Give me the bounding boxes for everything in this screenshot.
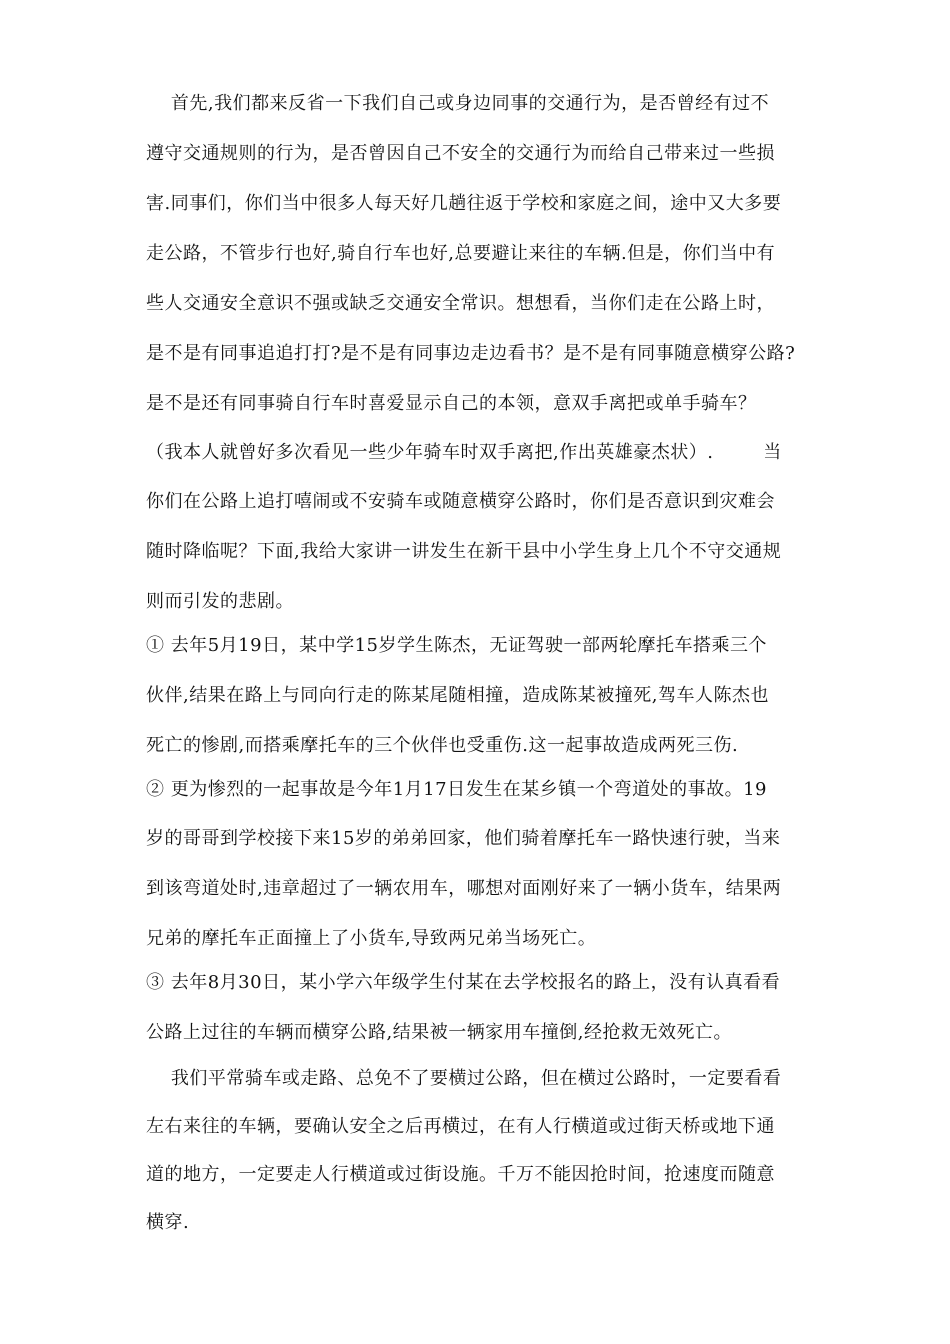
text-line: 横穿. xyxy=(146,1212,190,1233)
text-line: 是不是还有同事骑自行车时喜爱显示自己的本领，意双手离把或单手骑车？ xyxy=(146,393,757,414)
text-line: 公路上过往的车辆而横穿公路,结果被一辆家用车撞倒,经抢救无效死亡。 xyxy=(146,1022,732,1043)
text-line: ③ 去年8月30日，某小学六年级学生付某在去学校报名的路上，没有认真看看 xyxy=(146,972,781,993)
text-line: ① 去年5月19日，某中学15岁学生陈杰，无证驾驶一部两轮摩托车搭乘三个 xyxy=(146,635,767,656)
text-line: 走公路，不管步行也好,骑自行车也好,总要避让来往的车辆.但是，你们当中有 xyxy=(146,243,776,264)
text-line: 则而引发的悲剧。 xyxy=(146,591,294,612)
text-line: 首先,我们都来反省一下我们自己或身边同事的交通行为，是否曾经有过不 xyxy=(146,93,770,114)
text-line: 你们在公路上追打嘻闹或不安骑车或随意横穿公路时，你们是否意识到灾难会 xyxy=(146,491,775,512)
text-line: （我本人就曾好多次看见一些少年骑车时双手离把,作出英雄豪杰状）. 当 xyxy=(146,442,782,463)
text-line: 是不是有同事追追打打?是不是有同事边走边看书？是不是有同事随意横穿公路? xyxy=(146,343,796,364)
text-line: 岁的哥哥到学校接下来15岁的弟弟回家，他们骑着摩托车一路快速行驶，当来 xyxy=(146,828,781,849)
text-line: 到该弯道处时,违章超过了一辆农用车，哪想对面刚好来了一辆小货车，结果两 xyxy=(146,878,782,899)
text-line: 些人交通安全意识不强或缺乏交通安全常识。想想看，当你们走在公路上时， xyxy=(146,293,775,314)
text-line: 道的地方，一定要走人行横道或过街设施。千万不能因抢时间，抢速度而随意 xyxy=(146,1164,775,1185)
text-line: 死亡的惨剧,而搭乘摩托车的三个伙伴也受重伤.这一起事故造成两死三伤. xyxy=(146,735,739,756)
text-line: 遵守交通规则的行为，是否曾因自己不安全的交通行为而给自己带来过一些损 xyxy=(146,143,775,164)
text-line: 左右来往的车辆，要确认安全之后再横过，在有人行横道或过街天桥或地下通 xyxy=(146,1116,775,1137)
text-line: 随时降临呢？下面,我给大家讲一讲发生在新干县中小学生身上几个不守交通规 xyxy=(146,541,782,562)
text-line: 害.同事们，你们当中很多人每天好几趟往返于学校和家庭之间，途中又大多要 xyxy=(146,193,782,214)
text-line: 我们平常骑车或走路、总免不了要横过公路，但在横过公路时，一定要看看 xyxy=(146,1068,782,1089)
text-line: 伙伴,结果在路上与同向行走的陈某尾随相撞，造成陈某被撞死,驾车人陈杰也 xyxy=(146,685,769,706)
text-line: 兄弟的摩托车正面撞上了小货车,导致两兄弟当场死亡。 xyxy=(146,928,597,949)
text-line: ② 更为惨烈的一起事故是今年1月17日发生在某乡镇一个弯道处的事故。19 xyxy=(146,779,767,800)
